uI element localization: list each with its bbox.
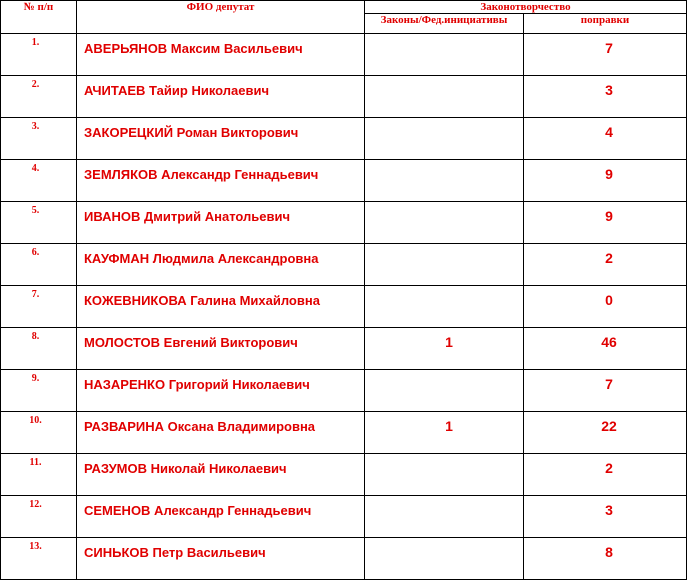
row-laws (365, 496, 524, 538)
row-name: РАЗУМОВ Николай Николаевич (77, 454, 365, 496)
row-laws (365, 160, 524, 202)
table-row (1, 118, 687, 160)
row-name: НАЗАРЕНКО Григорий Николаевич (77, 370, 365, 412)
row-num: 9. (1, 370, 77, 412)
row-num: 3. (1, 118, 77, 160)
header-amendments: поправки (524, 14, 687, 34)
row-amendments: 3 (524, 496, 687, 538)
row-laws (365, 34, 524, 76)
header-laws: Законы/Фед.инициативы (365, 14, 524, 34)
table-row (1, 370, 687, 412)
row-name: ЗАКОРЕЦКИЙ Роман Викторович (77, 118, 365, 160)
table-row (1, 202, 687, 244)
table-row (1, 160, 687, 202)
row-name: АЧИТАЕВ Тайир Николаевич (77, 76, 365, 118)
row-amendments: 2 (524, 244, 687, 286)
row-name: ЗЕМЛЯКОВ Александр Геннадьевич (77, 160, 365, 202)
table-row (1, 76, 687, 118)
row-amendments: 22 (524, 412, 687, 454)
table-row (1, 412, 687, 454)
table-row (1, 496, 687, 538)
row-name: РАЗВАРИНА Оксана Владимировна (77, 412, 365, 454)
row-num: 4. (1, 160, 77, 202)
row-laws (365, 118, 524, 160)
row-laws (365, 76, 524, 118)
row-num: 11. (1, 454, 77, 496)
row-name: МОЛОСТОВ Евгений Викторович (77, 328, 365, 370)
row-name: КАУФМАН Людмила Александровна (77, 244, 365, 286)
table-row (1, 328, 687, 370)
row-num: 13. (1, 538, 77, 580)
row-amendments: 9 (524, 160, 687, 202)
row-laws (365, 286, 524, 328)
row-name: КОЖЕВНИКОВА Галина Михайловна (77, 286, 365, 328)
row-num: 1. (1, 34, 77, 76)
header-lawmaking: Законотворчество (365, 1, 687, 14)
row-amendments: 7 (524, 34, 687, 76)
header-num: № п/п (1, 1, 77, 34)
row-num: 7. (1, 286, 77, 328)
table-row (1, 454, 687, 496)
row-name: АВЕРЬЯНОВ Максим Васильевич (77, 34, 365, 76)
table-body (1, 34, 687, 580)
table-row (1, 286, 687, 328)
table-row (1, 538, 687, 580)
row-laws (365, 244, 524, 286)
row-laws (365, 370, 524, 412)
row-name: СЕМЕНОВ Александр Геннадьевич (77, 496, 365, 538)
row-num: 2. (1, 76, 77, 118)
row-num: 6. (1, 244, 77, 286)
row-amendments: 8 (524, 538, 687, 580)
header-name: ФИО депутат (77, 1, 365, 34)
row-amendments: 46 (524, 328, 687, 370)
row-laws (365, 202, 524, 244)
row-amendments: 4 (524, 118, 687, 160)
row-laws: 1 (365, 328, 524, 370)
row-num: 10. (1, 412, 77, 454)
row-name: СИНЬКОВ Петр Васильевич (77, 538, 365, 580)
row-amendments: 0 (524, 286, 687, 328)
row-laws: 1 (365, 412, 524, 454)
table-row (1, 244, 687, 286)
row-name: ИВАНОВ Дмитрий Анатольевич (77, 202, 365, 244)
row-amendments: 7 (524, 370, 687, 412)
row-num: 8. (1, 328, 77, 370)
row-num: 12. (1, 496, 77, 538)
table-row (1, 34, 687, 76)
row-num: 5. (1, 202, 77, 244)
row-laws (365, 538, 524, 580)
row-amendments: 2 (524, 454, 687, 496)
row-amendments: 9 (524, 202, 687, 244)
row-amendments: 3 (524, 76, 687, 118)
row-laws (365, 454, 524, 496)
